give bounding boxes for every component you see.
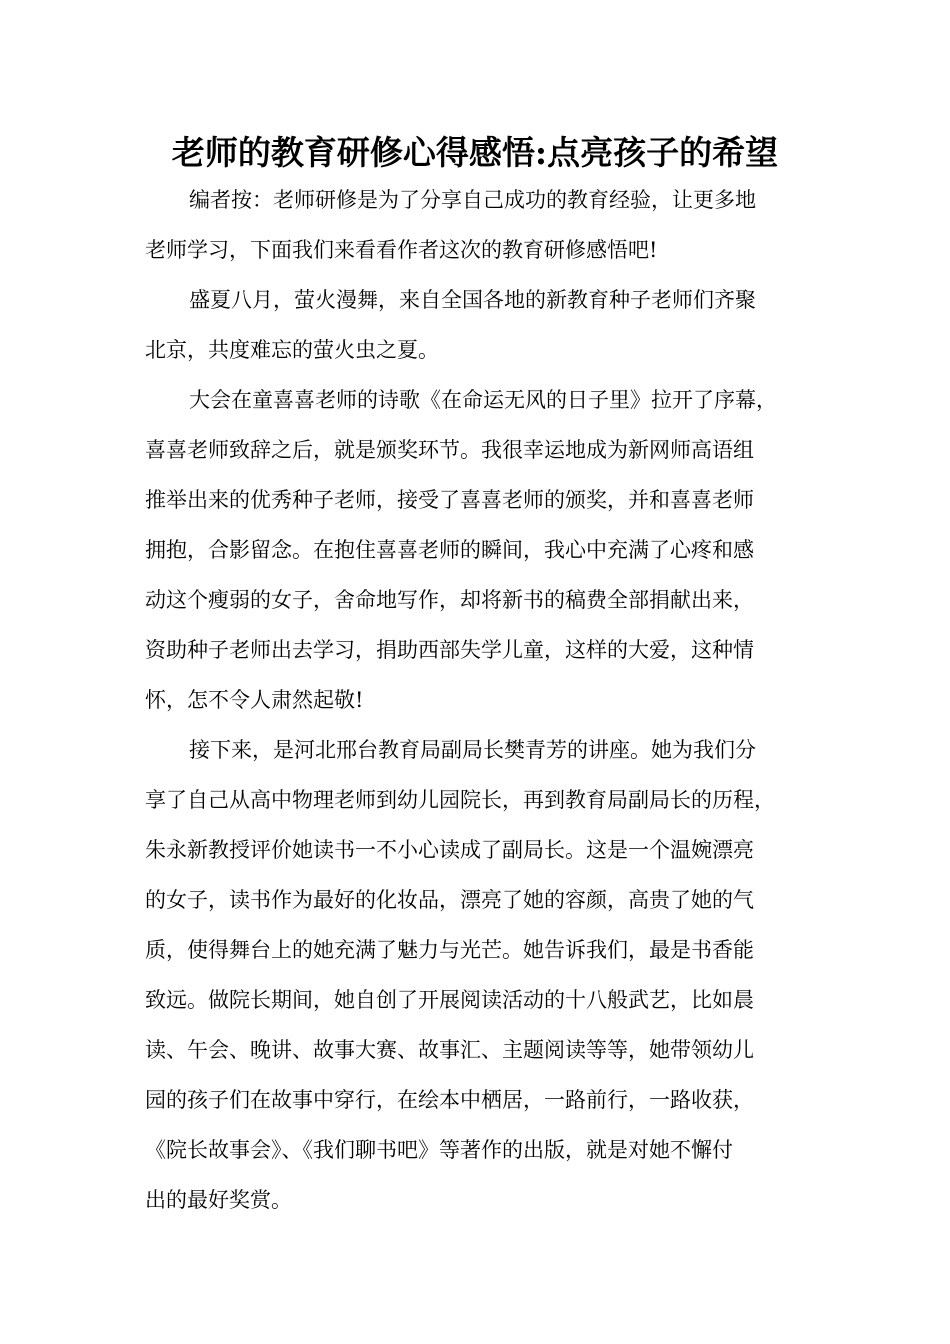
text-line: 出的最好奖赏。	[145, 1188, 292, 1212]
text-line: 推举出来的优秀种子老师，接受了喜喜老师的颁奖，并和喜喜老师	[145, 488, 754, 512]
text-line: 《院长故事会》、《我们聊书吧》等著作的出版，就是对她不懈付	[145, 1138, 733, 1162]
text-line: 质，使得舞台上的她充满了魅力与光芒。她告诉我们，最是书香能	[145, 938, 754, 962]
text-line: 喜喜老师致辞之后，就是颁奖环节。我很幸运地成为新网师高语组	[145, 438, 754, 462]
text-line: 动这个瘦弱的女子，舍命地写作，却将新书的稿费全部捐献出来，	[145, 588, 754, 612]
text-line: 的女子，读书作为最好的化妆品，漂亮了她的容颜，高贵了她的气	[145, 888, 754, 912]
text-line: 资助种子老师出去学习，捐助西部失学儿童，这样的大爱，这种情	[145, 638, 754, 662]
text-line: 享了自己从高中物理老师到幼儿园院长，再到教育局副局长的历程，	[145, 788, 775, 812]
text-line: 接下来，是河北邢台教育局副局长樊青芳的讲座。她为我们分	[189, 738, 756, 762]
document-title: 老师的教育研修心得感悟:点亮孩子的希望	[171, 133, 779, 172]
text-line: 朱永新教授评价她读书一不小心读成了副局长。这是一个温婉漂亮	[145, 838, 754, 862]
text-line: 读、午会、晚讲、故事大赛、故事汇、主题阅读等等，她带领幼儿	[145, 1038, 754, 1062]
paragraph-lecture	[145, 730, 810, 1230]
text-line: 编者按：老师研修是为了分享自己成功的教育经验，让更多地	[189, 188, 756, 212]
text-line: 致远。做院长期间，她自创了开展阅读活动的十八般武艺，比如晨	[145, 988, 754, 1012]
text-line: 拥抱，合影留念。在抱住喜喜老师的瞬间，我心中充满了心疼和感	[145, 538, 754, 562]
paragraph-summer	[145, 280, 810, 380]
paragraph-editor-note	[145, 180, 810, 280]
text-line: 大会在童喜喜老师的诗歌《在命运无风的日子里》拉开了序幕，	[189, 388, 777, 412]
article-body	[145, 180, 810, 1230]
text-line: 北京，共度难忘的萤火虫之夏。	[145, 338, 439, 362]
text-line: 怀，怎不令人肃然起敬!	[145, 688, 364, 712]
text-line: 盛夏八月，萤火漫舞，来自全国各地的新教育种子老师们齐聚	[189, 288, 756, 312]
paragraph-ceremony	[145, 380, 810, 730]
text-line: 老师学习，下面我们来看看作者这次的教育研修感悟吧!	[145, 238, 658, 262]
text-line: 园的孩子们在故事中穿行，在绘本中栖居，一路前行，一路收获，	[145, 1088, 754, 1112]
